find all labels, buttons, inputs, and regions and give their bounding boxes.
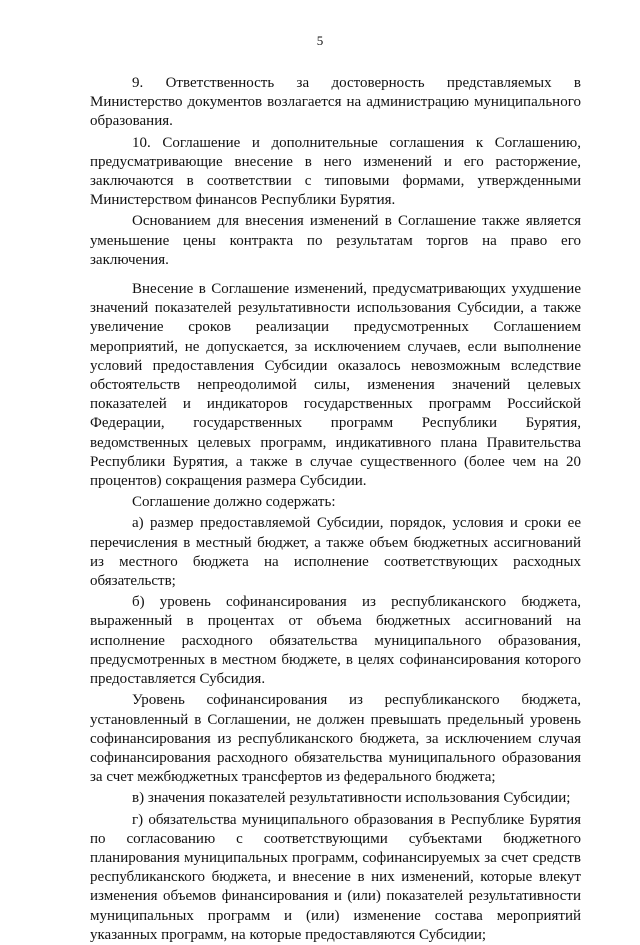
paragraph-10-agreement-forms: 10. Соглашение и дополнительные соглашения к Соглашению, предусматривающие внесение в него изменений и его расторжение, заключаются в соответствии с типовыми формами, утвержденными Министерством финансов Республики Бурятия. [90,134,581,209]
document-body [90,74,581,945]
paragraph-agreement-contents: Соглашение должно содержать: [132,494,336,511]
list-item-v: в) значения показателей результативности использования Субсидии; [132,790,571,807]
page-number: 5 [316,33,324,48]
list-item-a: а) размер предоставляемой Субсидии, порядок, условия и сроки ее перечисления в местный бюджет, а также объем бюджетных ассигнований из местного бюджета на исполнение соответствующих расходных обязательств; [90,515,581,590]
list-item-g: г) обязательства муниципального образования в Республике Бурятия по согласованию с соответствующими субъектами бюджетного планирования муниципальных программ, софинансируемых за счет средств республиканского бюджета, и внесение в них изменений, которые влекут изменения объемов финансирования и (или) показателей результативности муниципальных программ и (или) изменение состава мероприятий указанных программ, на которые предоставляются Субсидии; [90,811,581,943]
paragraph-grounds-for-changes: Основанием для внесения изменений в Соглашение также является уменьшение цены контракта по результатам торгов на право его заключения. [90,213,581,268]
list-item-b: б) уровень софинансирования из республиканского бюджета, выраженный в процентах от объема бюджетных ассигнований на исполнение расходного обязательства муниципального образования, предусмотренных в местном бюджете, в целях софинансирования которого предоставляется Субсидия. [90,594,581,688]
paragraph-changes-restrictions: Внесение в Соглашение изменений, предусматривающих ухудшение значений показателей результативности использования Субсидии, а также увеличение сроков реализации предусмотренных Соглашением мероприятий, не допускается, за исключением случаев, если выполнение условий предоставления Субсидии оказалось невозможным вследствие обстоятельств непреодолимой силы, изменения значений целевых показателей и индикаторов государственных программ Российской Федерации, государственных программ Республики Бурятия, ведомственных целевых программ, индикативного плана Правительства Республики Бурятия, а также в случае существенного (более чем на 20 процентов) сокращения размера Субсидии. [90,281,581,490]
paragraph-9-responsibility: 9. Ответственность за достоверность представляемых в Министерство документов возлагается на администрацию муниципального образования. [90,75,581,130]
paragraph-cofinancing-level: Уровень софинансирования из республиканского бюджета, установленный в Соглашении, не должен превышать предельный уровень софинансирования из республиканского бюджета, за исключением случая софинансирования расходного обязательства муниципального образования за счет межбюджетных трансфертов из федерального бюджета; [90,692,581,786]
